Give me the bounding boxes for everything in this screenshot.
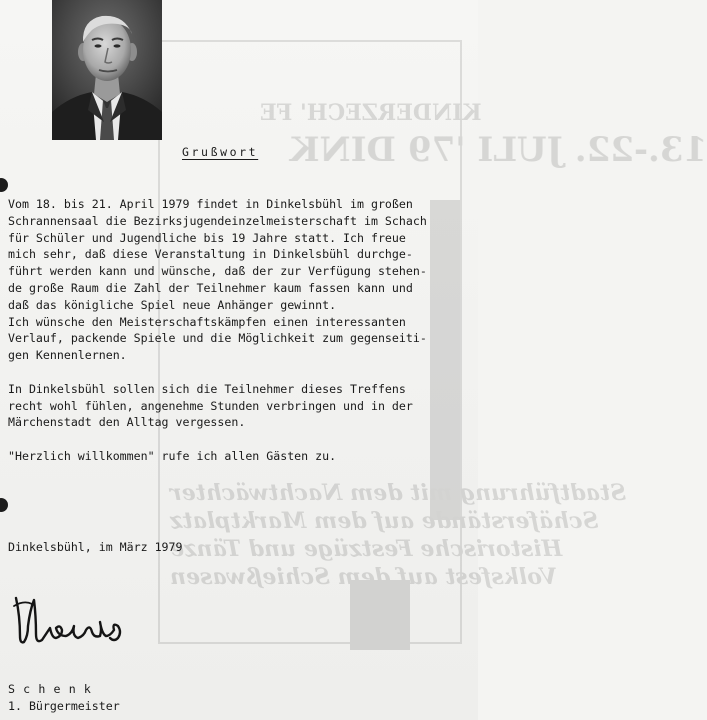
portrait-photo bbox=[52, 0, 162, 140]
poster-line-4: Schäferstände auf dem Marktplatz bbox=[170, 508, 599, 534]
letter-body bbox=[8, 196, 476, 465]
poster-line-2: 13.-22. JULI '79 DINK bbox=[290, 130, 707, 170]
punch-hole-top bbox=[0, 178, 8, 192]
paragraph-3: "Herzlich willkommen" rufe ich allen Gästen zu. bbox=[8, 448, 337, 463]
place-date: Dinkelsbühl, im März 1979 bbox=[8, 540, 183, 554]
poster-line-5: Historische Festzüge und Tänze bbox=[170, 536, 563, 562]
info-icon bbox=[350, 580, 410, 650]
page-title: Grußwort bbox=[182, 145, 259, 159]
signatory-name: Schenk bbox=[8, 682, 100, 696]
handwritten-signature bbox=[6, 586, 146, 656]
punch-hole-bottom bbox=[0, 498, 8, 512]
signatory-title: 1. Bürgermeister bbox=[8, 699, 120, 713]
paragraph-1: Vom 18. bis 21. April 1979 findet in Dinkelsbühl im großen Schrannensaal die Bezirksjugendeinzelmeisterschaft im Schach für Schüler und Jugendliche bis 19 Jahre statt. Ich freue mich sehr, daß diese Veranstaltung in Dinkelsbühl durchge- führt werden kann und wünsche, daß der zur Verfügung stehen- de große Raum die Zahl der Teilnehmer kaum fassen kann und daß das königliche Spiel neue Anhänger gewinnt. Ich wünsche den Meisterschaftskämpfen einen interessanten Verlauf, packende Spiele und die Möglichkeit zum gegenseiti- gen Kennenlernen. bbox=[8, 197, 427, 363]
paragraph-2: In Dinkelsbühl sollen sich die Teilnehmer dieses Treffens recht wohl fühlen, angenehme Stunden verbringen und in der Märchenstadt den Alltag vergessen. bbox=[8, 381, 413, 430]
poster-line-6: Volksfest auf dem Schießwasen bbox=[170, 564, 557, 590]
poster-line-3: Stadtführung mit dem Nachtwächter bbox=[170, 480, 626, 506]
poster-line-1: KINDERZECH' FE bbox=[260, 100, 482, 126]
